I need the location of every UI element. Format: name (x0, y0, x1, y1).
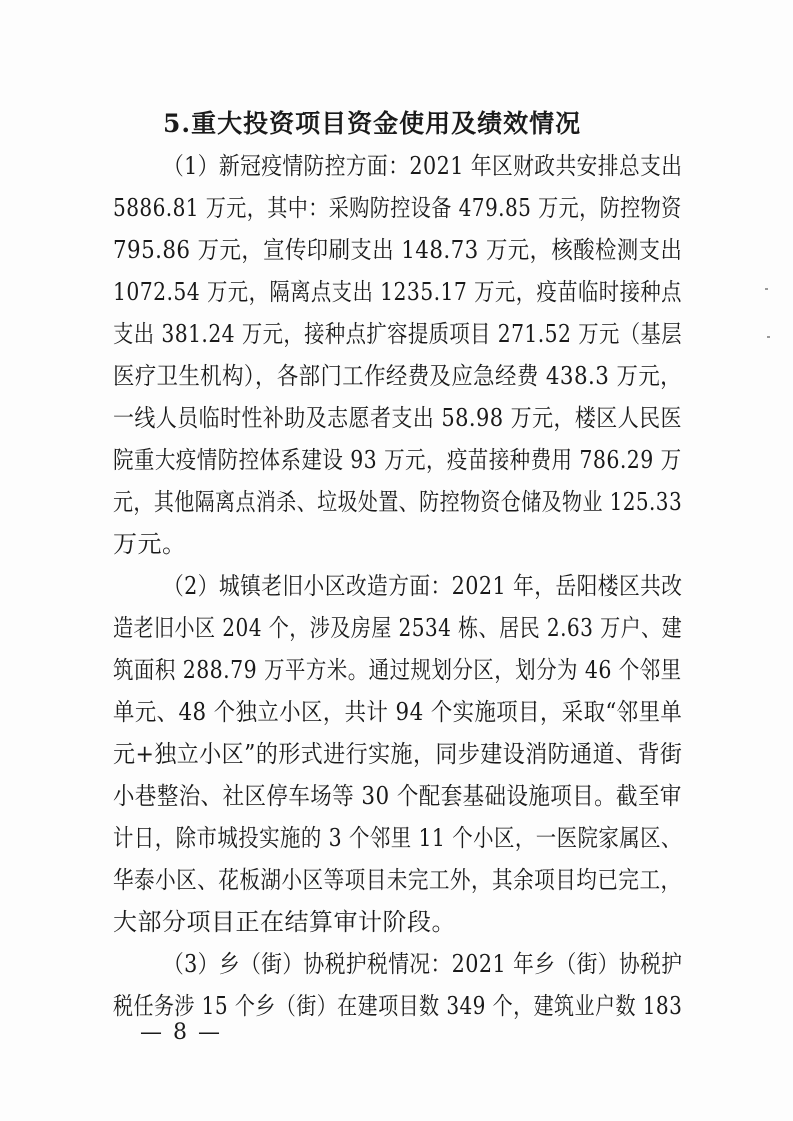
paragraph-2-line-5: 元+独立小区”的形式进行实施，同步建设消防通道、背街 (113, 740, 683, 768)
scan-speck (765, 288, 768, 290)
paragraph-2-line-9: 大部分项目正在结算审计阶段。 (113, 908, 456, 936)
paragraph-1-line-4: 1072.54 万元，隔离点支出 1235.17 万元，疫苗临时接种点 (113, 278, 682, 306)
page-number: — 8 — (140, 1020, 222, 1045)
paragraph-1-line-6: 医疗卫生机构），各部门工作经费及应急经费 438.3 万元， (113, 362, 682, 390)
paragraph-2-line-4: 单元、48 个独立小区，共计 94 个实施项目，采取“邻里单 (113, 698, 683, 726)
paragraph-1-line-1: （1）新冠疫情防控方面：2021 年区财政共安排总支出 (163, 152, 683, 180)
paragraph-1-line-9: 元，其他隔离点消杀、垃圾处置、防控物资仓储及物业 125.33 (113, 488, 683, 516)
paragraph-1-line-7: 一线人员临时性补助及志愿者支出 58.98 万元，楼区人民医 (113, 404, 682, 432)
paragraph-1-line-2: 5886.81 万元，其中：采购防控设备 479.85 万元，防控物资 (113, 194, 682, 222)
paragraph-1-line-3: 795.86 万元，宣传印刷支出 148.73 万元，核酸检测支出 (113, 236, 683, 264)
paragraph-2-line-2: 造老旧小区 204 个，涉及房屋 2534 栋、居民 2.63 万户、建 (113, 614, 683, 642)
paragraph-2-line-1: （2）城镇老旧小区改造方面：2021 年，岳阳楼区共改 (163, 572, 683, 600)
section-heading: 5.重大投资项目资金使用及绩效情况 (163, 109, 582, 138)
paragraph-1-line-5: 支出 381.24 万元，接种点扩容提质项目 271.52 万元（基层 (113, 320, 682, 348)
paragraph-2-line-3: 筑面积 288.79 万平方米。通过规划分区，划分为 46 个邻里 (113, 656, 682, 684)
paragraph-2-line-8: 华泰小区、花板湖小区等项目未完工外，其余项目均已完工， (113, 866, 682, 894)
paragraph-3-line-2: 税任务涉 15 个乡（街）在建项目数 349 个，建筑业户数 183 (113, 992, 683, 1020)
paragraph-2-line-7: 计日，除市城投实施的 3 个邻里 11 个小区，一医院家属区、 (113, 824, 682, 852)
paragraph-2-line-6: 小巷整治、社区停车场等 30 个配套基础设施项目。截至审 (113, 782, 682, 810)
paragraph-1-line-10: 万元。 (113, 530, 187, 558)
paragraph-1-line-8: 院重大疫情防控体系建设 93 万元，疫苗接种费用 786.29 万 (113, 446, 682, 474)
scan-speck (767, 336, 770, 338)
paragraph-3-line-1: （3）乡（街）协税护税情况：2021 年乡（街）协税护 (163, 950, 683, 978)
